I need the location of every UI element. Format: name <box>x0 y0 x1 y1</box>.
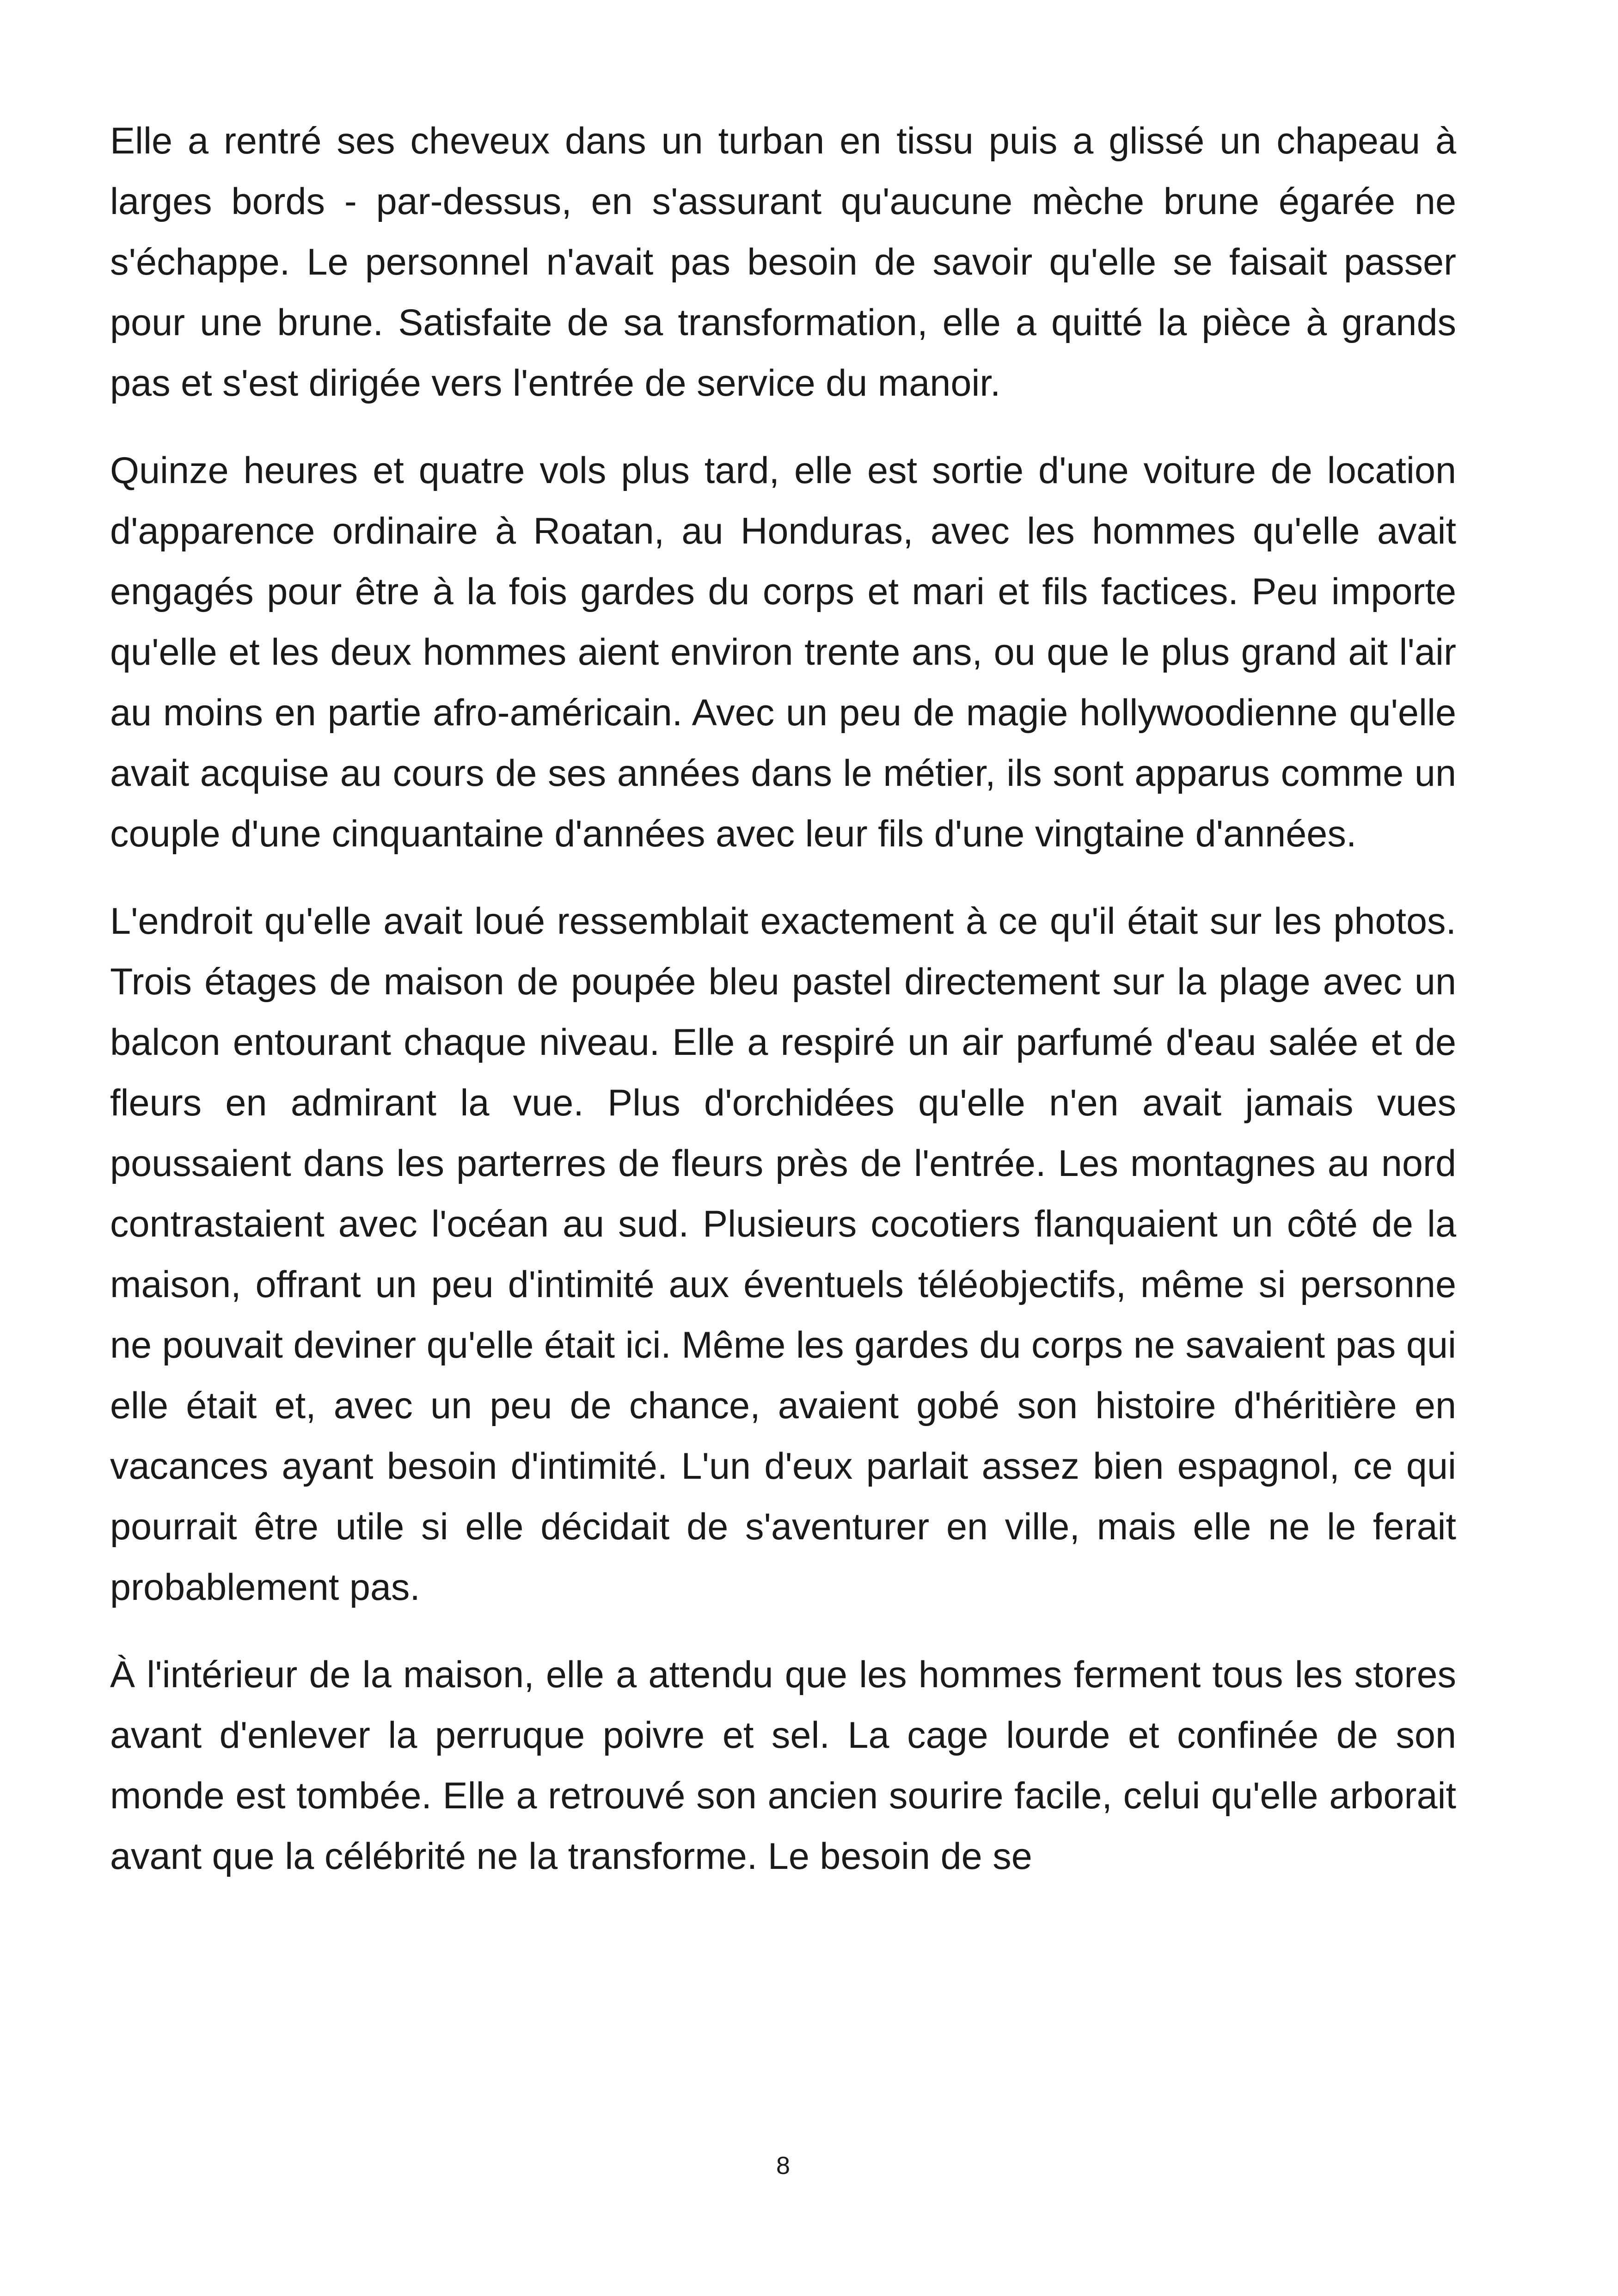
paragraph-1: Elle a rentré ses cheveux dans un turban en tissu puis a glissé un chapeau à larges bords - par-dessus, en s'assurant qu'aucune mèche brune égarée ne s'échappe. Le personnel n'avait pas besoin de savoir qu'elle se faisait passer pour une brune. Satisfaite de sa transformation, elle a quitté la pièce à grands pas et s'est dirigée vers l'entrée de service du manoir. <box>110 120 1456 404</box>
paragraph-4: À l'intérieur de la maison, elle a attendu que les hommes ferment tous les stores avant d'enlever la perruque poivre et sel. La cage lourde et confinée de son monde est tombée. Elle a retrouvé son ancien sourire facile, celui qu'elle arborait avant que la célébrité ne la transforme. Le besoin de se <box>110 1654 1456 1877</box>
body-text <box>110 111 1456 1887</box>
paragraph-2: Quinze heures et quatre vols plus tard, elle est sortie d'une voiture de location d'apparence ordinaire à Roatan, au Honduras, avec les hommes qu'elle avait engagés pour être à la fois gardes du corps et mari et fils factices. Peu importe qu'elle et les deux hommes aient environ trente ans, ou que le plus grand ait l'air au moins en partie afro-américain. Avec un peu de magie hollywoodienne qu'elle avait acquise au cours de ses années dans le métier, ils sont apparus comme un couple d'une cinquantaine d'années avec leur fils d'une vingtaine d'années. <box>110 450 1456 855</box>
paragraph-3: L'endroit qu'elle avait loué ressemblait exactement à ce qu'il était sur les photos. Trois étages de maison de poupée bleu pastel directement sur la plage avec un balcon entourant chaque niveau. Elle a respiré un air parfumé d'eau salée et de fleurs en admirant la vue. Plus d'orchidées qu'elle n'en avait jamais vues poussaient dans les parterres de fleurs près de l'entrée. Les montagnes au nord contrastaient avec l'océan au sud. Plusieurs cocotiers flanquaient un côté de la maison, offrant un peu d'intimité aux éventuels téléobjectifs, même si personne ne pouvait deviner qu'elle était ici. Même les gardes du corps ne savaient pas qui elle était et, avec un peu de chance, avaient gobé son histoire d'héritière en vacances ayant besoin d'intimité. L'un d'eux parlait assez bien espagnol, ce qui pourrait être utile si elle décidait de s'aventurer en ville, mais elle ne le ferait probablement pas. <box>110 900 1456 1608</box>
page-number: 8 <box>776 2152 791 2180</box>
